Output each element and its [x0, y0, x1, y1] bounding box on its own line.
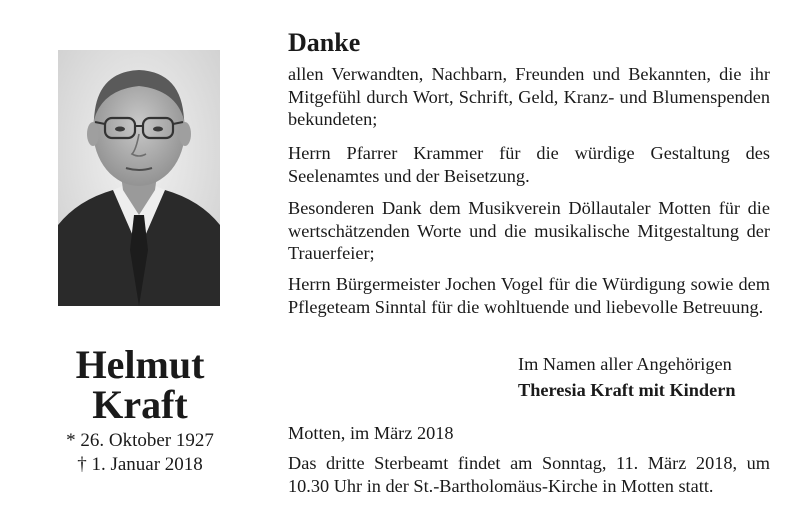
thanks-paragraph: Herrn Bürgermeister Jochen Vogel für die Würdigung sowie dem Pflegeteam Sinntal für die wohltuende und liebevolle Betreuung.	[288, 274, 770, 317]
thanks-paragraph: allen Verwandten, Nachbarn, Freunden und Bekannten, die ihr Mitgefühl durch Wort, Schrift, Geld, Kranz- und Blumenspenden bekundeten;	[288, 64, 770, 129]
notice-heading: Danke	[288, 28, 361, 57]
portrait-icon	[58, 50, 220, 306]
birth-date: * 26. Oktober 1927	[66, 430, 214, 451]
thanks-paragraph: Besonderen Dank dem Musikverein Döllautaler Motten für die wertschätzenden Worte und die musikalische Mitgestaltung der Trauerfeier;	[288, 198, 770, 263]
signature-line: Im Namen aller Angehörigen	[518, 354, 732, 374]
service-note: Das dritte Sterbeamt findet am Sonntag, 11. März 2018, um 10.30 Uhr in der St.-Bartholomäus-Kirche in Motten statt.	[288, 453, 770, 496]
deceased-first-name: Helmut	[75, 342, 205, 387]
portrait-photo	[58, 50, 220, 306]
thanks-paragraph: Herrn Pfarrer Krammer für die würdige Gestaltung des Seelenamtes und der Beisetzung.	[288, 143, 770, 186]
deceased-last-name: Kraft	[92, 382, 188, 427]
place-date: Motten, im März 2018	[288, 423, 454, 443]
death-date: † 1. Januar 2018	[77, 454, 203, 475]
signature-name: Theresia Kraft mit Kindern	[518, 380, 736, 400]
